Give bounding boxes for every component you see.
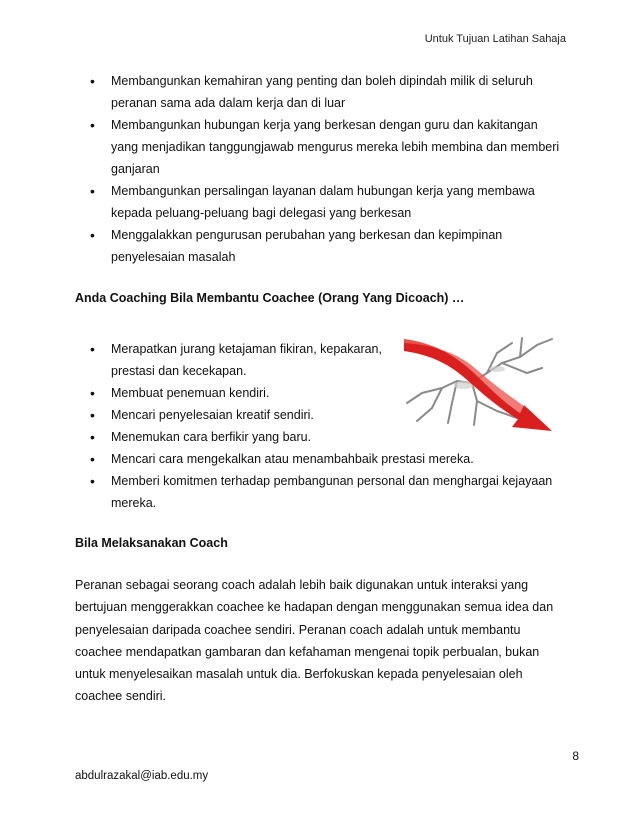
- list-item: • Menemukan cara berfikir yang baru.: [90, 426, 570, 448]
- list-item: • Menggalakkan pengurusan perubahan yang berkesan dan kepimpinan penyelesaian masalah: [90, 224, 570, 268]
- body-paragraph: Peranan sebagai seorang coach adalah lebih baik digunakan untuk interaksi yang bertujuan menggerakkan coachee ke hadapan dengan menggunakan semua idea dan penyelesaian daripada coachee sendiri. Peranan coach adalah untuk membantu coachee mendapatkan gambaran dan kefahaman mengenai topik perbualan, bukan untuk menyelesaikan masalah untuk dia. Berfokuskan kepada penyelesaian oleh coachee sendiri.: [75, 578, 554, 704]
- bullet-icon: •: [90, 73, 95, 89]
- bullet-icon: •: [90, 385, 95, 401]
- list-item: • Membangunkan kemahiran yang penting dan boleh dipindah milik di seluruh peranan sama ada dalam kerja dan di luar: [90, 70, 570, 114]
- list-item: • Membuat penemuan kendiri.: [90, 382, 570, 404]
- bullet-icon: •: [90, 341, 95, 357]
- list-item: • Merapatkan jurang ketajaman fikiran, kepakaran, prestasi dan kecekapan.: [90, 338, 570, 382]
- list-item: • Mencari cara mengekalkan atau menambahbaik prestasi mereka.: [90, 448, 570, 470]
- bullet-icon: •: [90, 117, 95, 133]
- bullet-icon: •: [90, 451, 95, 467]
- page-header: Untuk Tujuan Latihan Sahaja: [424, 33, 566, 45]
- bullet-icon: •: [90, 473, 95, 489]
- bullet-icon: •: [90, 407, 95, 423]
- bullet-icon: •: [90, 227, 95, 243]
- footer-email: abdulrazakal@iab.edu.my: [75, 770, 209, 782]
- bullet-icon: •: [90, 429, 95, 445]
- list-item: • Mencari penyelesaian kreatif sendiri.: [90, 404, 570, 426]
- coaching-list: [90, 338, 570, 514]
- bullet-icon: •: [90, 183, 95, 199]
- benefits-list: [90, 70, 570, 268]
- page-number: 8: [572, 749, 579, 763]
- section-heading-coach: Bila Melaksanakan Coach: [75, 536, 228, 550]
- list-item: • Membangunkan hubungan kerja yang berkesan dengan guru dan kakitangan yang menjadikan tanggungjawab mengurus mereka lebih membina dan memberi ganjaran: [90, 114, 570, 180]
- list-item: • Membangunkan persalingan layanan dalam hubungan kerja yang membawa kepada peluang-peluang bagi delegasi yang berkesan: [90, 180, 570, 224]
- list-item: • Memberi komitmen terhadap pembangunan personal dan menghargai kejayaan mereka.: [90, 470, 570, 514]
- section-heading-coaching: Anda Coaching Bila Membantu Coachee (Orang Yang Dicoach) …: [75, 291, 465, 305]
